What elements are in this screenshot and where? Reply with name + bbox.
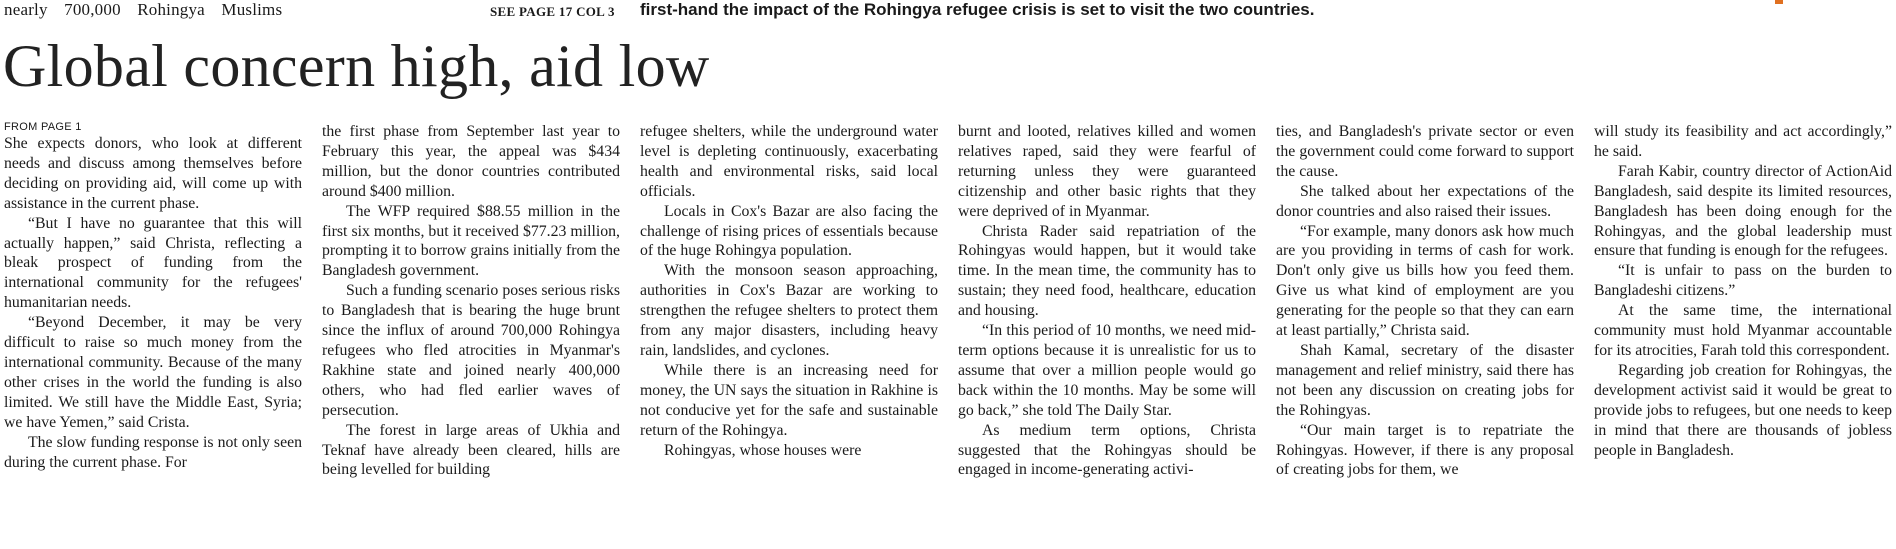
- article-column-6: [1594, 122, 1892, 547]
- paragraph: “In this period of 10 months, we need mid-term options because it is unrealistic for us to assume that over a million people would go back within the 10 months. May be some will go back,” she told The Daily Star.: [958, 322, 1256, 419]
- paragraph: The WFP required $88.55 million in the first six months, but it received $77.23 million, prompting it to borrow grains initially from the Bangladesh government.: [322, 202, 620, 280]
- paragraph: She talked about her expectations of the donor countries and also raised their issues.: [1276, 182, 1574, 220]
- paragraph: She expects donors, who look at different needs and discuss among themselves before deciding on providing aid, will come up with assistance in the current phase.: [4, 135, 302, 212]
- previous-story-tail: nearly 700,000 Rohingya Muslims: [4, 0, 283, 19]
- from-page-label: FROM PAGE 1: [4, 122, 82, 133]
- see-page-reference: SEE PAGE 17 COL 3: [490, 4, 615, 19]
- paragraph: Farah Kabir, country director of ActionAid Bangladesh, said despite its limited resources, Bangladesh has been doing enough for the Rohingyas, and the global leadership must ensure that funding is enough for the refugees.: [1594, 162, 1892, 260]
- paragraph: Rohingyas, whose houses were: [664, 441, 862, 459]
- paragraph: With the monsoon season approaching, authorities in Cox's Bazar are working to strengthen the refugee shelters to protect them from any major disasters, including heavy rain, landslides, and cyclones.: [640, 262, 938, 359]
- paragraph: At the same time, the international community must hold Myanmar accountable for its atrocities, Farah told this correspondent.: [1594, 302, 1892, 359]
- article-column-2: [322, 122, 620, 547]
- paragraph: While there is an increasing need for money, the UN says the situation in Rakhine is not conducive yet for the safe and sustainable return of the Rohingya.: [640, 361, 938, 439]
- paragraph: the first phase from September last year to February this year, the appeal was $434 million, but the donor countries contributed around $400 million.: [322, 123, 620, 200]
- paragraph: The slow funding response is not only seen during the current phase. For: [4, 433, 302, 471]
- teaser-text: first-hand the impact of the Rohingya refugee crisis is set to visit the two countries.: [640, 0, 1315, 19]
- paragraph: Such a funding scenario poses serious risks to Bangladesh that is bearing the huge brunt since the influx of around 700,000 Rohingya refugees who fled atrocities in Myanmar's Rakhine state and joined nearly 400,000 others, who had fled earlier waves of persecution.: [322, 282, 620, 419]
- paragraph: burnt and looted, relatives killed and women relatives raped, said they were fearful of returning unless they were guaranteed citizenship and other basic rights that they were deprived of in Myanmar.: [958, 123, 1256, 220]
- article-column-3: [640, 122, 938, 547]
- article-column-1: [4, 122, 302, 547]
- article-column-5: [1276, 122, 1574, 547]
- paragraph: will study its feasibility and act accordingly,” he said.: [1594, 123, 1892, 160]
- article-headline: Global concern high, aid low: [3, 33, 710, 99]
- article-column-4: [958, 122, 1256, 547]
- paragraph: Shah Kamal, secretary of the disaster management and relief ministry, said there has not been any discussion on creating jobs for the Rohingyas.: [1276, 341, 1574, 419]
- paragraph: The forest in large areas of Ukhia and Teknaf have already been cleared, hills are being levelled for building: [322, 421, 620, 479]
- paragraph: “For example, many donors ask how much are you providing in terms of cash for work. Don't only give us bills how you feed them. Give us what kind of employment are you generating for the people so that they can earn at least partially,” Christa said.: [1276, 222, 1574, 340]
- edge-mark: [1775, 0, 1783, 4]
- paragraph: “Beyond December, it may be very difficult to raise so much money from the international community. Because of the many other crises in the world the funding is also limited. We still have the Middle East, Syria; we have Yemen,” said Crista.: [4, 314, 302, 431]
- paragraph: “Our main target is to repatriate the Rohingyas. However, if there is any proposal of creating jobs for them, we: [1276, 421, 1574, 479]
- paragraph: As medium term options, Christa suggested that the Rohingyas should be engaged in income-generating activi-: [958, 421, 1256, 479]
- paragraph: Christa Rader said repatriation of the Rohingyas would happen, but it would take time. In the mean time, the community has to sustain; they need food, healthcare, education and housing.: [958, 222, 1256, 320]
- paragraph: “But I have no guarantee that this will actually happen,” said Christa, reflecting a bleak prospect of funding from the international community for the refugees' humanitarian needs.: [4, 214, 302, 312]
- top-strip: [0, 0, 1896, 24]
- paragraph: “It is unfair to pass on the burden to Bangladeshi citizens.”: [1594, 262, 1892, 300]
- paragraph: ties, and Bangladesh's private sector or even the government could come forward to support the cause.: [1276, 123, 1574, 180]
- paragraph: refugee shelters, while the underground water level is depleting continuously, exacerbating health and environmental risks, said local officials.: [640, 123, 938, 200]
- paragraph: Locals in Cox's Bazar are also facing the challenge of rising prices of essentials because of the huge Rohingya population.: [640, 202, 938, 260]
- paragraph: Regarding job creation for Rohingyas, the development activist said it would be great to provide jobs to refugees, but one needs to keep in mind that there are thousands of jobless people in Bangladesh.: [1594, 361, 1892, 459]
